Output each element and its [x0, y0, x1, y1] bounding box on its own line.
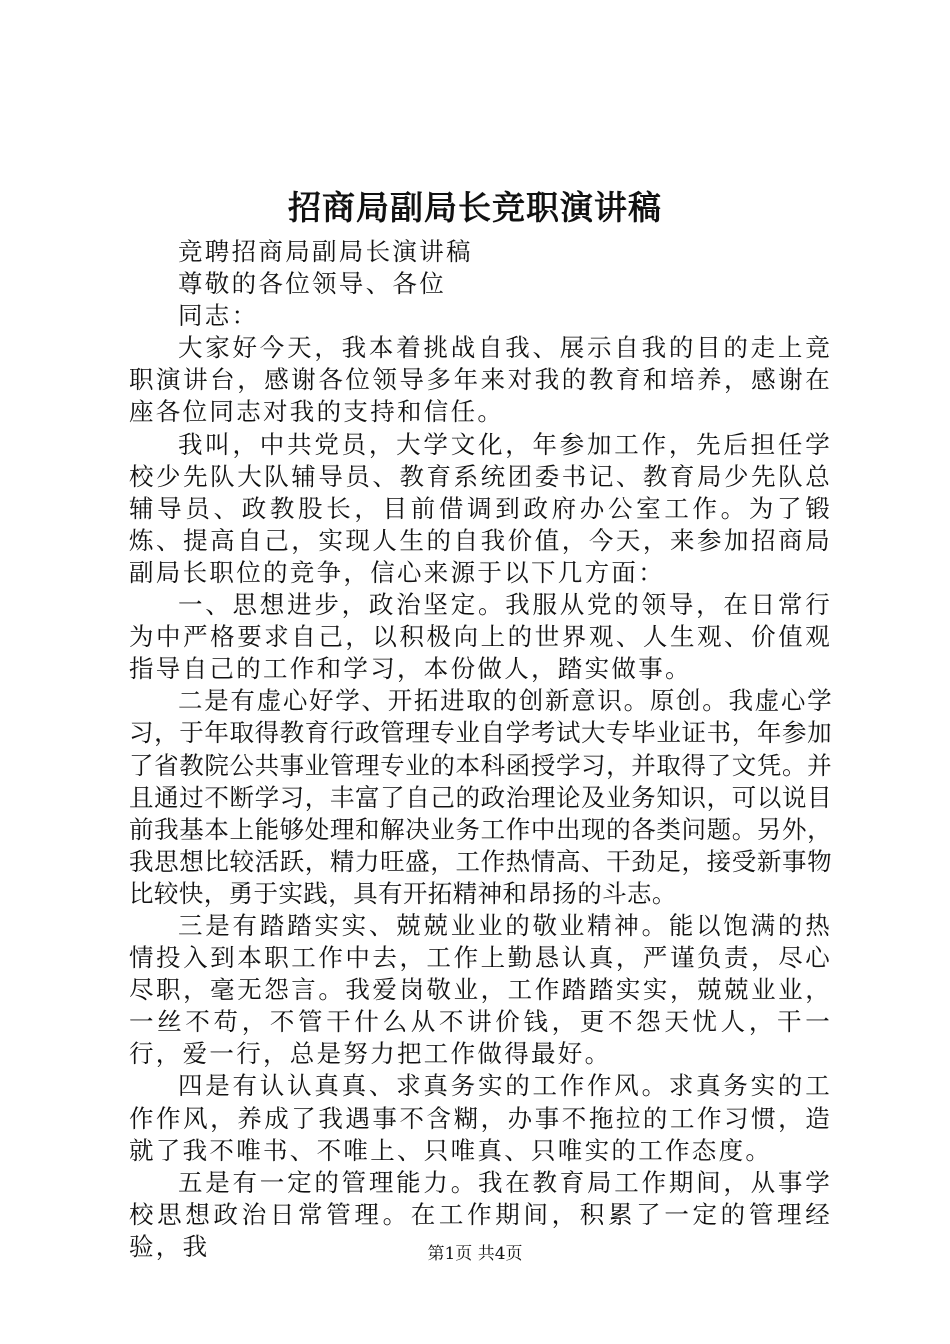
document-body [129, 236, 832, 1263]
paragraph-point-two: 二是有虚心好学、开拓进取的创新意识。原创。我虚心学习，于年取得教育行政管理专业自学考试大专毕业证书，年参加了省教院公共事业管理专业的本科函授学习，并取得了文凭。并且通过不断学习，丰富了自己的政治理论及业务知识，可以说目前我基本上能够处理和解决业务工作中出现的各类问题。另外，我思想比较活跃，精力旺盛，工作热情高、干劲足，接受新事物比较快，勇于实践，具有开拓精神和昂扬的斗志。 [129, 686, 832, 908]
document-title: 招商局副局长竞职演讲稿 [288, 188, 662, 227]
paragraph-point-three: 三是有踏踏实实、兢兢业业的敬业精神。能以饱满的热情投入到本职工作中去，工作上勤恳认真，严谨负责，尽心尽职，毫无怨言。我爱岗敬业，工作踏踏实实，兢兢业业，一丝不苟，不管干什么从不讲价钱，更不怨天忧人，干一行，爱一行，总是努力把工作做得最好。 [129, 910, 832, 1069]
paragraph-greeting: 大家好今天，我本着挑战自我、展示自我的目的走上竞职演讲台，感谢各位领导多年来对我的教育和培养，感谢在座各位同志对我的支持和信任。 [129, 333, 832, 427]
paragraph-point-five: 五是有一定的管理能力。我在教育局工作期间，从事学校思想政治日常管理。在工作期间，积累了一定的管理经验，我 [129, 1167, 832, 1261]
paragraph-subtitle: 竞聘招商局副局长演讲稿 [178, 237, 473, 266]
paragraph-salutation-continued: 同志： [178, 301, 259, 331]
paragraph-point-one: 一、思想进步，政治坚定。我服从党的领导，在日常行为中严格要求自己，以积极向上的世界观、人生观、价值观指导自己的工作和学习，本份做人，踏实做事。 [129, 590, 832, 684]
paragraph-introduction: 我叫，中共党员，大学文化，年参加工作，先后担任学校少先队大队辅导员、教育系统团委书记、教育局少先队总辅导员、政教股长，目前借调到政府办公室工作。为了锻炼、提高自己，实现人生的自我价值，今天，来参加招商局副局长职位的竞争，信心来源于以下几方面： [129, 429, 832, 587]
paragraph-point-four: 四是有认认真真、求真务实的工作作风。求真务实的工作作风，养成了我遇事不含糊，办事不拖拉的工作习惯，造就了我不唯书、不唯上、只唯真、只唯实的工作态度。 [129, 1071, 832, 1165]
paragraph-salutation: 尊敬的各位领导、各位 [178, 269, 446, 299]
page-number-footer: 第1页 共4页 [427, 1244, 523, 1264]
